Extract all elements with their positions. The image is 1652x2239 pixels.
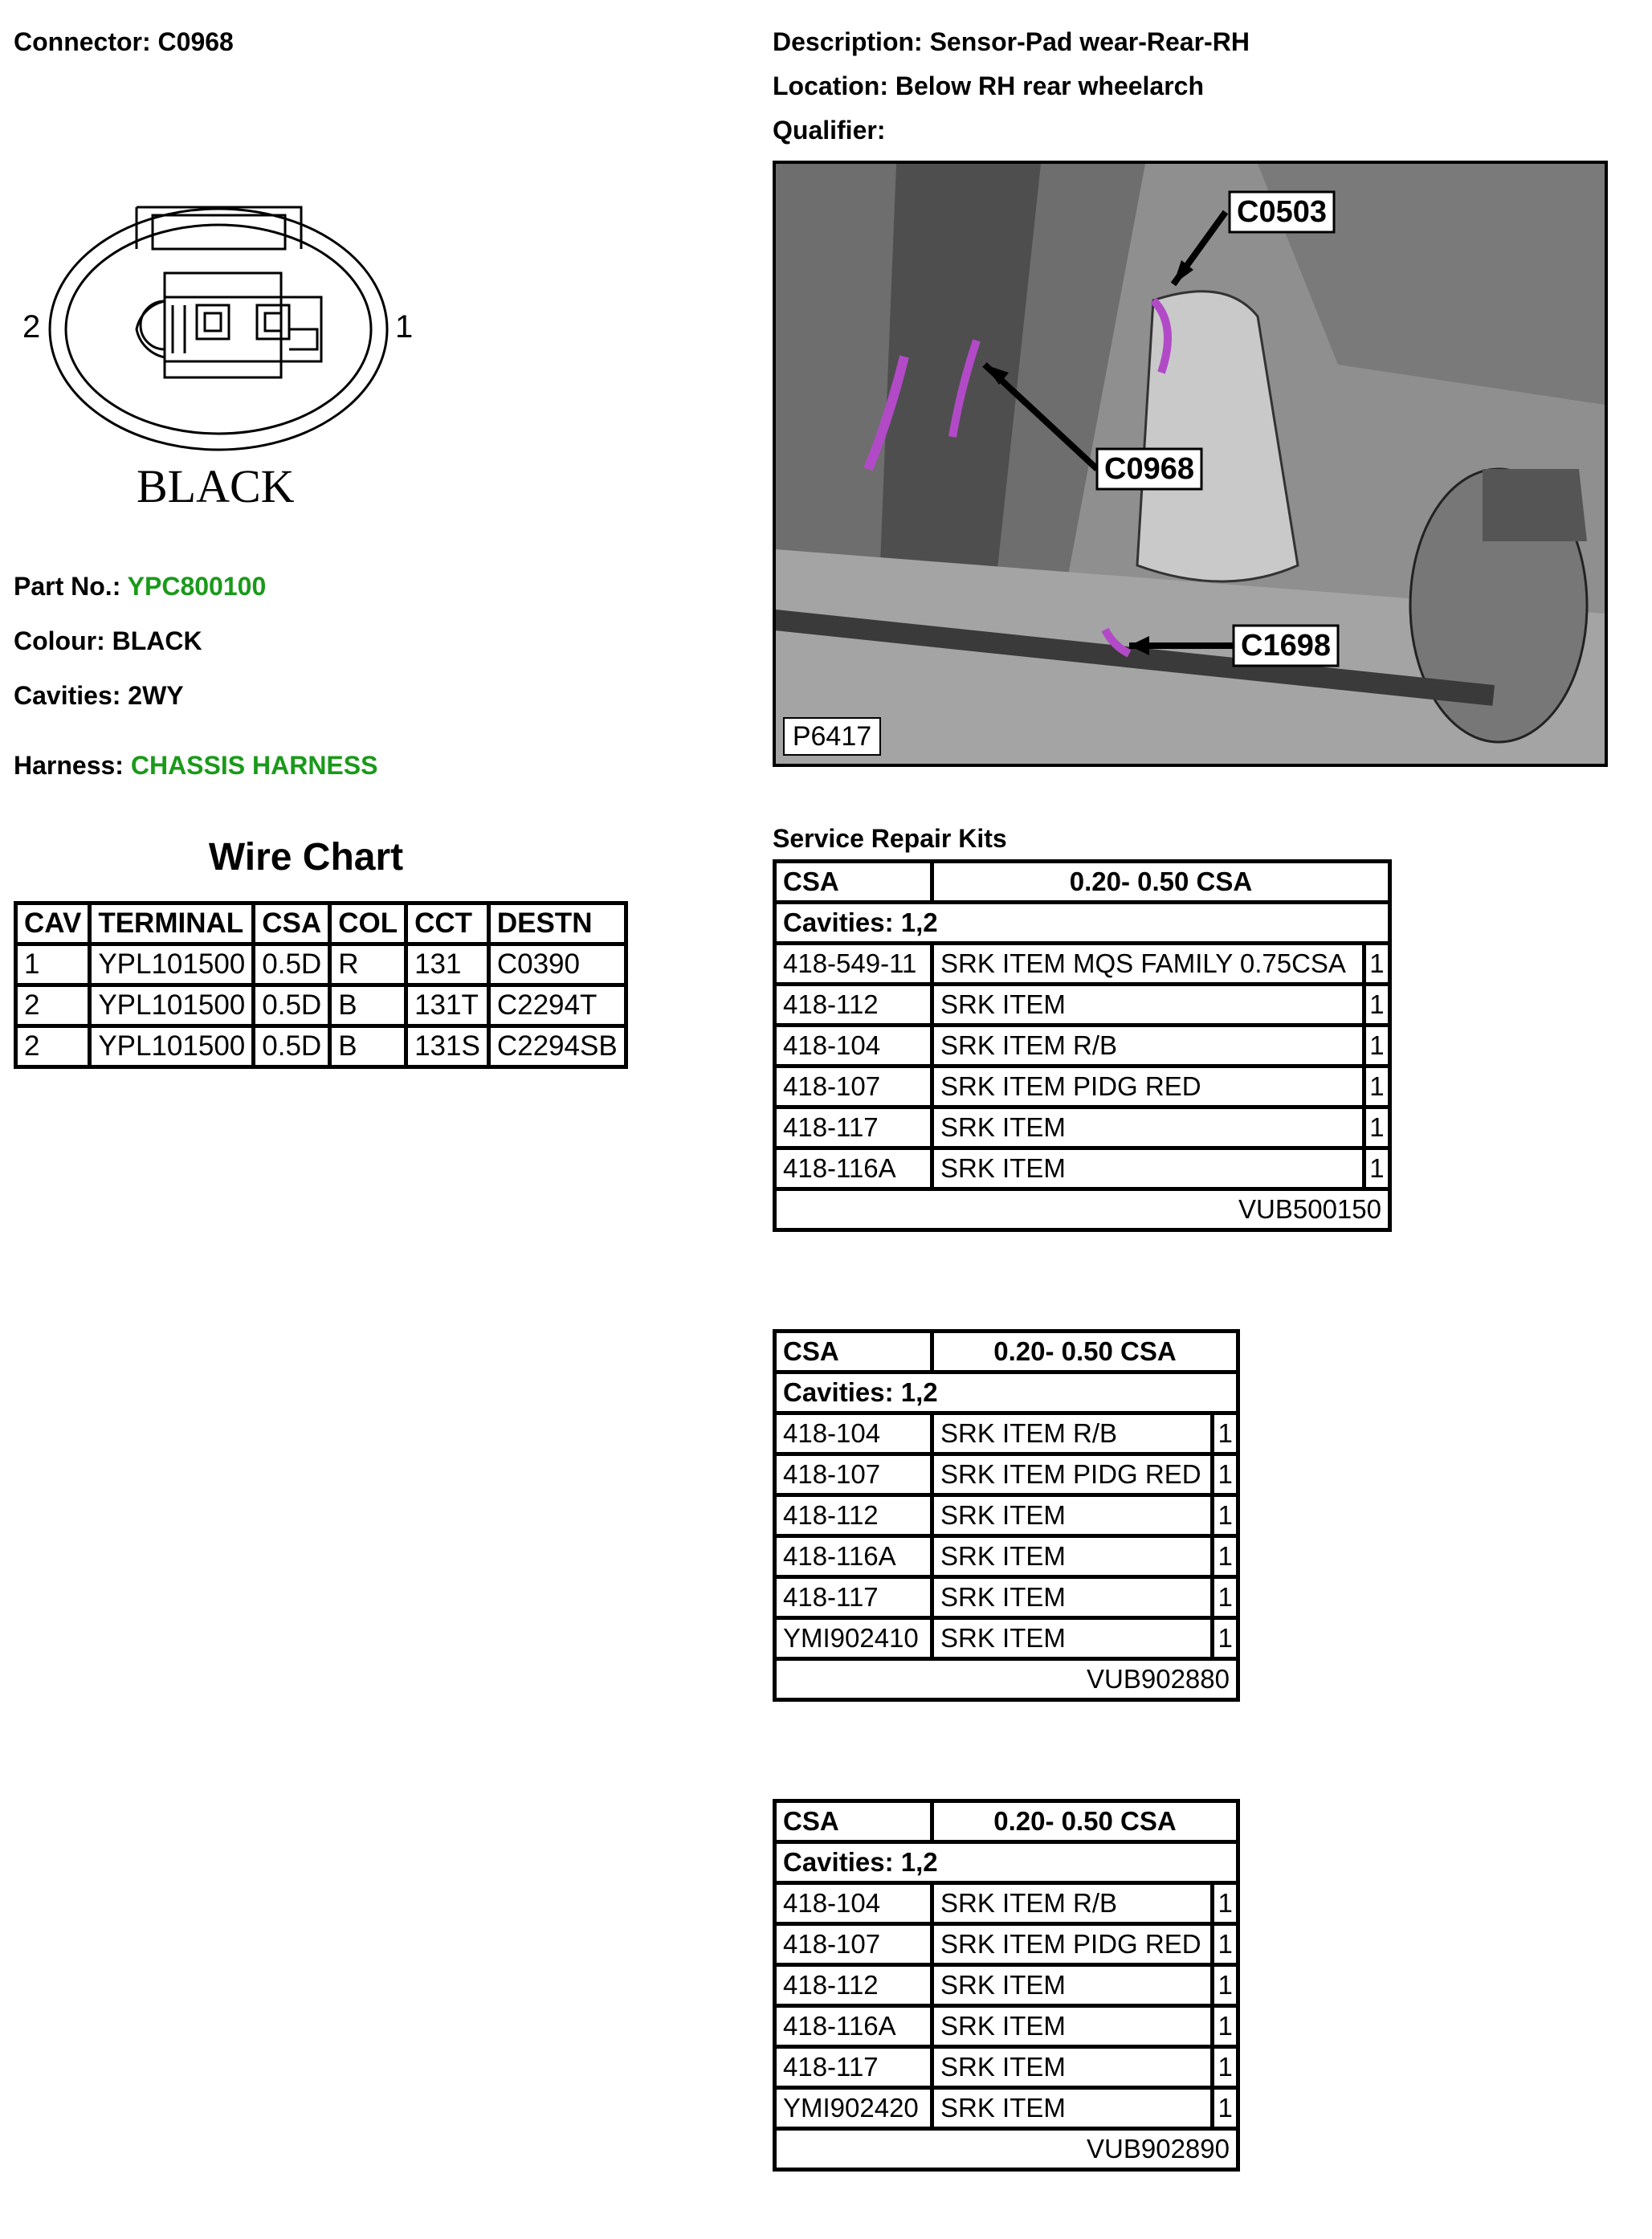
kit-item-qty: 1 bbox=[1364, 1148, 1389, 1189]
kit-csa-value: 0.20- 0.50 CSA bbox=[932, 1332, 1238, 1372]
kit-part-no: 418-104 bbox=[775, 1413, 932, 1454]
table-row bbox=[775, 1454, 1238, 1495]
kit-item-desc: SRK ITEM bbox=[932, 1965, 1213, 2006]
kit-item-qty: 1 bbox=[1213, 2088, 1238, 2129]
kit-item-desc: SRK ITEM bbox=[932, 985, 1364, 1026]
kit-item-desc: SRK ITEM R/B bbox=[932, 1026, 1364, 1066]
kit-item-desc: SRK ITEM bbox=[932, 1536, 1213, 1577]
kit-item-qty: 1 bbox=[1213, 1924, 1238, 1965]
kit-item-qty: 1 bbox=[1213, 1536, 1238, 1577]
kit-item-qty: 1 bbox=[1364, 944, 1389, 985]
table-row bbox=[775, 1495, 1238, 1536]
kit-item-qty: 1 bbox=[1213, 1618, 1238, 1659]
kit-item-desc: SRK ITEM PIDG RED bbox=[932, 1066, 1364, 1107]
kit-item-desc: SRK ITEM PIDG RED bbox=[932, 1454, 1213, 1495]
part-number: Part No.: YPC800100 bbox=[14, 572, 267, 601]
pin-label-2: 2 bbox=[22, 309, 41, 345]
kit-item-qty: 1 bbox=[1213, 2006, 1238, 2047]
kit-cavities: Cavities: 1,2 bbox=[775, 903, 1390, 944]
table-cell: B bbox=[330, 985, 406, 1026]
colour-text: Colour: BLACK bbox=[14, 626, 202, 655]
kit-part-no: 418-116A bbox=[775, 2006, 932, 2047]
table-cell: YPL101500 bbox=[90, 985, 254, 1026]
kit-item-desc: SRK ITEM R/B bbox=[932, 1413, 1213, 1454]
kit-cavities: Cavities: 1,2 bbox=[775, 1842, 1238, 1883]
kit-part-no: 418-549-11 bbox=[775, 944, 932, 985]
table-row bbox=[775, 1577, 1238, 1618]
wire-chart-header: TERMINAL bbox=[90, 903, 254, 944]
table-cell: YPL101500 bbox=[90, 944, 254, 985]
kit-part-no: 418-104 bbox=[775, 1883, 932, 1924]
kit-part-no: 418-117 bbox=[775, 2047, 932, 2088]
kit-item-desc: SRK ITEM R/B bbox=[932, 1883, 1213, 1924]
table-row bbox=[775, 1965, 1238, 2006]
table-row bbox=[775, 985, 1390, 1026]
table-cell: 0.5D bbox=[254, 985, 330, 1026]
table-cell: YPL101500 bbox=[90, 1026, 254, 1067]
wire-chart-header: CCT bbox=[406, 903, 489, 944]
wire-chart-table bbox=[14, 901, 628, 1069]
table-cell: 2 bbox=[16, 1026, 90, 1067]
table-row bbox=[775, 1026, 1390, 1066]
connector-title: Connector: C0968 bbox=[14, 27, 234, 56]
harness-text: Harness: CHASSIS HARNESS bbox=[14, 751, 378, 780]
kit-item-desc: SRK ITEM bbox=[932, 1495, 1213, 1536]
kit-csa-label: CSA bbox=[775, 862, 932, 903]
kit-item-desc: SRK ITEM bbox=[932, 1577, 1213, 1618]
kit-number: VUB500150 bbox=[775, 1189, 1390, 1230]
kit-part-no: 418-107 bbox=[775, 1454, 932, 1495]
table-row bbox=[775, 2006, 1238, 2047]
kit-item-qty: 1 bbox=[1364, 1107, 1389, 1148]
table-cell: C0390 bbox=[488, 944, 626, 985]
table-row bbox=[775, 1883, 1238, 1924]
kit-item-desc: SRK ITEM MQS FAMILY 0.75CSA bbox=[932, 944, 1364, 985]
wire-chart-header: DESTN bbox=[488, 903, 626, 944]
kit-item-qty: 1 bbox=[1213, 1883, 1238, 1924]
table-row bbox=[775, 2047, 1238, 2088]
kit-item-desc: SRK ITEM bbox=[932, 2047, 1213, 2088]
table-cell: 1 bbox=[16, 944, 90, 985]
kit-part-no: YMI902410 bbox=[775, 1618, 932, 1659]
table-cell: 0.5D bbox=[254, 1026, 330, 1067]
table-row bbox=[775, 2088, 1238, 2129]
kit-item-qty: 1 bbox=[1213, 1413, 1238, 1454]
wire-chart-header: CAV bbox=[16, 903, 90, 944]
kit-part-no: 418-117 bbox=[775, 1107, 932, 1148]
table-cell: B bbox=[330, 1026, 406, 1067]
kit-csa-label: CSA bbox=[775, 1801, 932, 1842]
cavities-text: Cavities: 2WY bbox=[14, 681, 184, 710]
table-cell: C2294T bbox=[488, 985, 626, 1026]
table-cell: 0.5D bbox=[254, 944, 330, 985]
kit-item-desc: SRK ITEM bbox=[932, 2006, 1213, 2047]
location-text: Location: Below RH rear wheelarch bbox=[773, 71, 1205, 100]
wire-chart-header-row bbox=[16, 903, 626, 944]
kit-part-no: 418-107 bbox=[775, 1924, 932, 1965]
kit-part-no: 418-116A bbox=[775, 1536, 932, 1577]
kit-item-qty: 1 bbox=[1213, 2047, 1238, 2088]
table-row bbox=[775, 1413, 1238, 1454]
kit-item-desc: SRK ITEM bbox=[932, 1107, 1364, 1148]
kit-item-qty: 1 bbox=[1213, 1454, 1238, 1495]
kit-item-desc: SRK ITEM PIDG RED bbox=[932, 1924, 1213, 1965]
repair-kit-table-2 bbox=[773, 1329, 1240, 1702]
table-row bbox=[16, 1026, 626, 1067]
kit-part-no: 418-112 bbox=[775, 1965, 932, 2006]
kit-item-qty: 1 bbox=[1213, 1495, 1238, 1536]
table-row bbox=[775, 1066, 1390, 1107]
table-cell: C2294SB bbox=[488, 1026, 626, 1067]
kit-part-no: 418-104 bbox=[775, 1026, 932, 1066]
connector-face-diagram bbox=[16, 193, 434, 530]
repair-kit-table-1 bbox=[773, 859, 1392, 1232]
kit-number: VUB902880 bbox=[775, 1659, 1238, 1700]
kit-item-desc: SRK ITEM bbox=[932, 2088, 1213, 2129]
pin-label-1: 1 bbox=[395, 309, 414, 345]
kit-item-desc: SRK ITEM bbox=[932, 1148, 1364, 1189]
service-repair-kits-title: Service Repair Kits bbox=[773, 824, 1007, 853]
qualifier-text: Qualifier: bbox=[773, 116, 886, 145]
photo-callout-c1698: C1698 bbox=[1241, 629, 1331, 663]
table-cell: 131 bbox=[406, 944, 489, 985]
table-cell: 131T bbox=[406, 985, 489, 1026]
kit-part-no: YMI902420 bbox=[775, 2088, 932, 2129]
photo-callout-c0503: C0503 bbox=[1237, 195, 1327, 229]
wire-chart-title: Wire Chart bbox=[208, 836, 404, 879]
kit-cavities: Cavities: 1,2 bbox=[775, 1372, 1238, 1413]
table-row bbox=[16, 985, 626, 1026]
location-photo bbox=[773, 161, 1608, 767]
table-row bbox=[775, 1107, 1390, 1148]
table-row bbox=[775, 1536, 1238, 1577]
kit-part-no: 418-112 bbox=[775, 985, 932, 1026]
wire-chart-header: COL bbox=[330, 903, 406, 944]
kit-item-desc: SRK ITEM bbox=[932, 1618, 1213, 1659]
table-cell: 131S bbox=[406, 1026, 489, 1067]
kit-part-no: 418-107 bbox=[775, 1066, 932, 1107]
kit-item-qty: 1 bbox=[1213, 1965, 1238, 2006]
kit-item-qty: 1 bbox=[1364, 985, 1389, 1026]
table-row bbox=[16, 944, 626, 985]
table-row bbox=[775, 1924, 1238, 1965]
kit-part-no: 418-116A bbox=[775, 1148, 932, 1189]
kit-csa-value: 0.20- 0.50 CSA bbox=[932, 862, 1390, 903]
photo-reference: P6417 bbox=[792, 721, 872, 752]
kit-csa-label: CSA bbox=[775, 1332, 932, 1372]
wire-chart-header: CSA bbox=[254, 903, 330, 944]
table-cell: 2 bbox=[16, 985, 90, 1026]
connector-colour-label: BLACK bbox=[137, 460, 295, 512]
table-row bbox=[775, 1618, 1238, 1659]
photo-callout-c0968: C0968 bbox=[1104, 452, 1194, 486]
table-row bbox=[775, 944, 1390, 985]
kit-item-qty: 1 bbox=[1364, 1026, 1389, 1066]
kit-number: VUB902890 bbox=[775, 2129, 1238, 2170]
kit-part-no: 418-112 bbox=[775, 1495, 932, 1536]
kit-item-qty: 1 bbox=[1364, 1066, 1389, 1107]
kit-part-no: 418-117 bbox=[775, 1577, 932, 1618]
repair-kit-table-3 bbox=[773, 1799, 1240, 2172]
kit-csa-value: 0.20- 0.50 CSA bbox=[932, 1801, 1238, 1842]
kit-item-qty: 1 bbox=[1213, 1577, 1238, 1618]
description-text: Description: Sensor-Pad wear-Rear-RH bbox=[773, 27, 1250, 56]
table-row bbox=[775, 1148, 1390, 1189]
table-cell: R bbox=[330, 944, 406, 985]
